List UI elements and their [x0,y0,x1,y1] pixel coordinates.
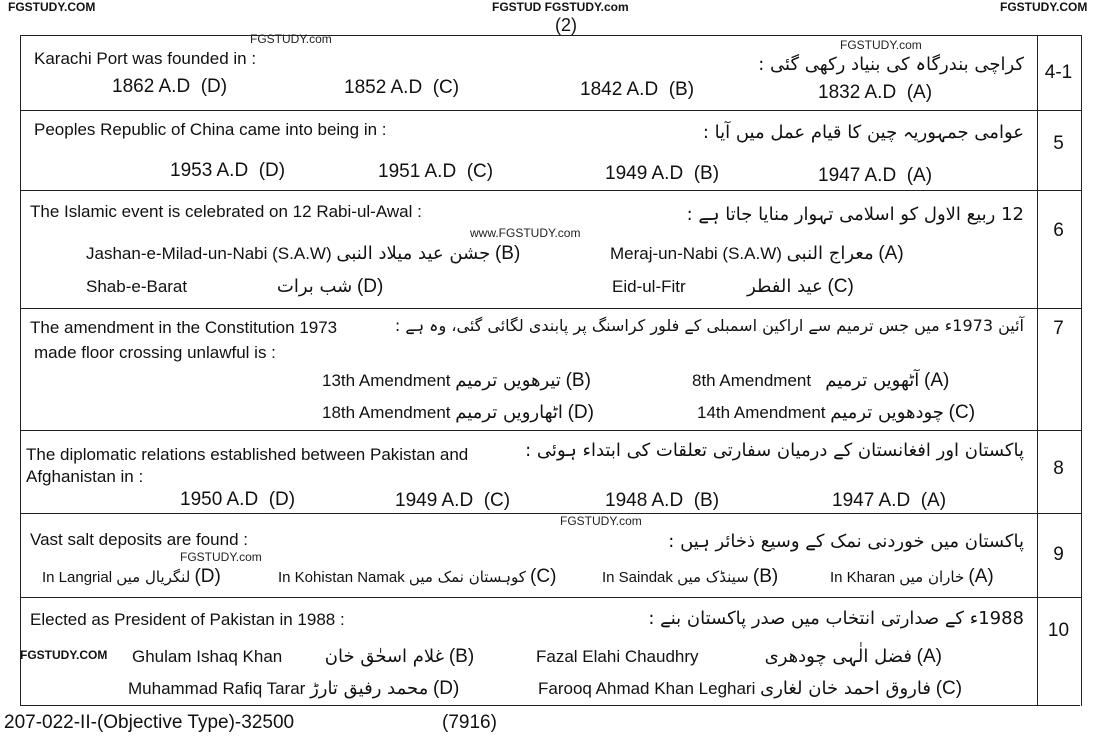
option-text-urdu: شب برات [276,276,353,297]
option-label: (D) [200,76,228,97]
option-text-urdu: فاروق احمد خان لغاری [760,678,931,699]
option-text: 1862 A.D [112,76,191,97]
question-text: Elected as President of Pakistan in 1988 : [30,610,345,629]
option-text: Meraj-un-Nabi (S.A.W) [610,244,782,263]
question-text-urdu: 1988ء کے صدارتی انتخاب میں صدر پاکستان بنے : [648,608,1024,629]
question-number: 8 [1053,458,1064,479]
question-text: Karachi Port was founded in : [34,49,257,68]
question-text-urdu: پاکستان اور افغانستان کے درمیان سفارتی تعلقات کی ابتداء ہوئی : [525,440,1024,461]
question-text: Vast salt deposits are found : [30,530,248,549]
option-label: (A) [924,370,950,391]
option-text: In Saindak [602,569,673,586]
option-label: (B) [448,646,475,667]
question-text-urdu: 12 ربیع الاول کو اسلامی تہوار منایا جاتا ہے : [686,204,1024,225]
question-text-urdu: عوامی جمہوریہ چین کا قیام عمل میں آیا : [702,122,1024,143]
question-text: The diplomatic relations established between Pakistan and [26,445,469,464]
option-text: 1947 A.D [832,490,911,511]
option-text-urdu: محمد رفیق تارڑ [310,678,429,699]
option-text: 1842 A.D [580,79,659,100]
question-number: 9 [1053,544,1064,565]
option-text-urdu: چودھویں ترمیم [830,402,944,423]
question-number: 4-1 [1044,62,1073,83]
option-text: 1953 A.D [170,160,249,181]
option-text: Farooq Ahmad Khan Leghari [538,679,756,698]
option-text: Jashan-e-Milad-un-Nabi (S.A.W) [86,244,332,263]
option-label: (C) [466,161,494,182]
option-text-urdu: معراج النبی [786,243,874,264]
option-label: (B) [693,490,720,511]
option-text: 1852 A.D [344,77,423,98]
option-text: Ghulam Ishaq Khan [132,647,283,666]
option-label: (D) [432,678,460,699]
option-text: 1950 A.D [180,489,259,510]
watermark: FGSTUDY.com [250,32,332,46]
option-text: 1948 A.D [605,490,684,511]
option-text: Eid-ul-Fitr [612,277,686,296]
option-label: (A) [916,646,942,667]
question-number: 5 [1053,133,1064,154]
option-label: (C) [483,490,511,511]
option-text: 8th Amendment [692,371,812,390]
watermark: FGSTUDY.com [560,514,642,528]
option-text: Fazal Elahi Chaudhry [536,647,699,666]
option-text-urdu: اٹھارویں ترمیم [455,402,563,423]
question-text-line2: Afghanistan in : [26,467,144,486]
paper-count: (7916) [442,712,497,733]
option-label: (A) [906,165,933,186]
watermark: FGSTUDY.COM [8,0,96,14]
option-label: (D) [268,489,296,510]
option-label: (C) [530,566,557,587]
question-number: 7 [1053,318,1064,339]
paper-code: 207-022-II-(Objective Type)-32500 [4,712,295,733]
option-text-urdu: سینڈک میں [677,568,749,586]
option-label: (C) [432,77,460,98]
watermark: FGSTUDY.com [180,550,262,564]
option-text: Muhammad Rafiq Tarar [128,679,306,698]
question-text: Peoples Republic of China came into being in : [34,120,387,139]
question-text: The amendment in the Constitution 1973 [30,318,338,337]
option-label: (D) [567,402,594,423]
question-number: 6 [1053,220,1064,241]
option-text: In Kharan [830,569,896,586]
option-text: 1951 A.D [378,161,457,182]
table-bottom [20,705,1080,706]
option-text: 13th Amendment [322,371,451,390]
option-text: 1832 A.D [818,82,897,103]
option-text: 1947 A.D [818,165,897,186]
watermark: FGSTUDY.com [840,38,922,52]
option-text-urdu: خاران میں [899,568,965,586]
option-label: (B) [752,566,779,587]
option-label: (A) [906,82,933,103]
question-text-urdu: پاکستان میں خوردنی نمک کے وسیع ذخائر ہیں : [668,531,1024,552]
option-text: 18th Amendment [322,403,451,422]
page-number: (2) [555,15,577,35]
option-label: (B) [693,163,720,184]
option-label: (C) [935,678,963,699]
option-text-urdu: کوہستان نمک میں [408,568,526,586]
watermark: FGSTUD FGSTUDY.com [492,0,629,14]
option-text-urdu: غلام اسحٰق خان [324,646,445,667]
option-text: 14th Amendment [697,403,826,422]
option-label: (D) [356,276,384,297]
option-label: (A) [968,566,994,587]
option-label: (A) [920,490,947,511]
option-text-urdu: فضل الٰہی چودھری [764,646,912,667]
option-text: 1949 A.D [395,490,474,511]
question-number: 10 [1047,620,1070,641]
watermark: FGSTUDY.COM [20,648,108,662]
option-text-urdu: آٹھویں ترمیم [825,370,920,391]
option-label: (C) [948,402,976,423]
question-text-urdu: آئین 1973ء میں جس ترمیم سے اراکین اسمبلی کے فلور کراسنگ پر پابندی لگائی گئی، وہ ہے : [394,316,1024,335]
watermark: FGSTUDY.COM [1000,0,1088,14]
option-label: (D) [194,566,221,587]
option-label: (A) [878,243,904,264]
option-text: 1949 A.D [605,163,684,184]
option-text-urdu: جشن عید میلاد النبی [336,243,491,264]
option-text-urdu: لنگریال میں [116,568,191,586]
question-text: The Islamic event is celebrated on 12 Rabi-ul-Awal : [30,202,422,221]
question-text-line2: made floor crossing unlawful is : [34,343,276,362]
option-label: (B) [565,370,591,391]
option-text-urdu: تیرھویں ترمیم [455,370,561,391]
watermark: www.FGSTUDY.com [470,226,581,240]
option-label: (B) [668,79,695,100]
question-text-urdu: کراچی بندرگاہ کی بنیاد رکھی گئی : [758,54,1024,75]
option-label: (B) [494,243,521,264]
option-text: Shab-e-Barat [86,277,188,296]
option-label: (D) [258,160,286,181]
option-text-urdu: عید الفطر [747,276,823,297]
option-label: (C) [827,276,854,297]
option-text: In Kohistan Namak [278,569,405,586]
option-text: In Langrial [42,569,113,586]
